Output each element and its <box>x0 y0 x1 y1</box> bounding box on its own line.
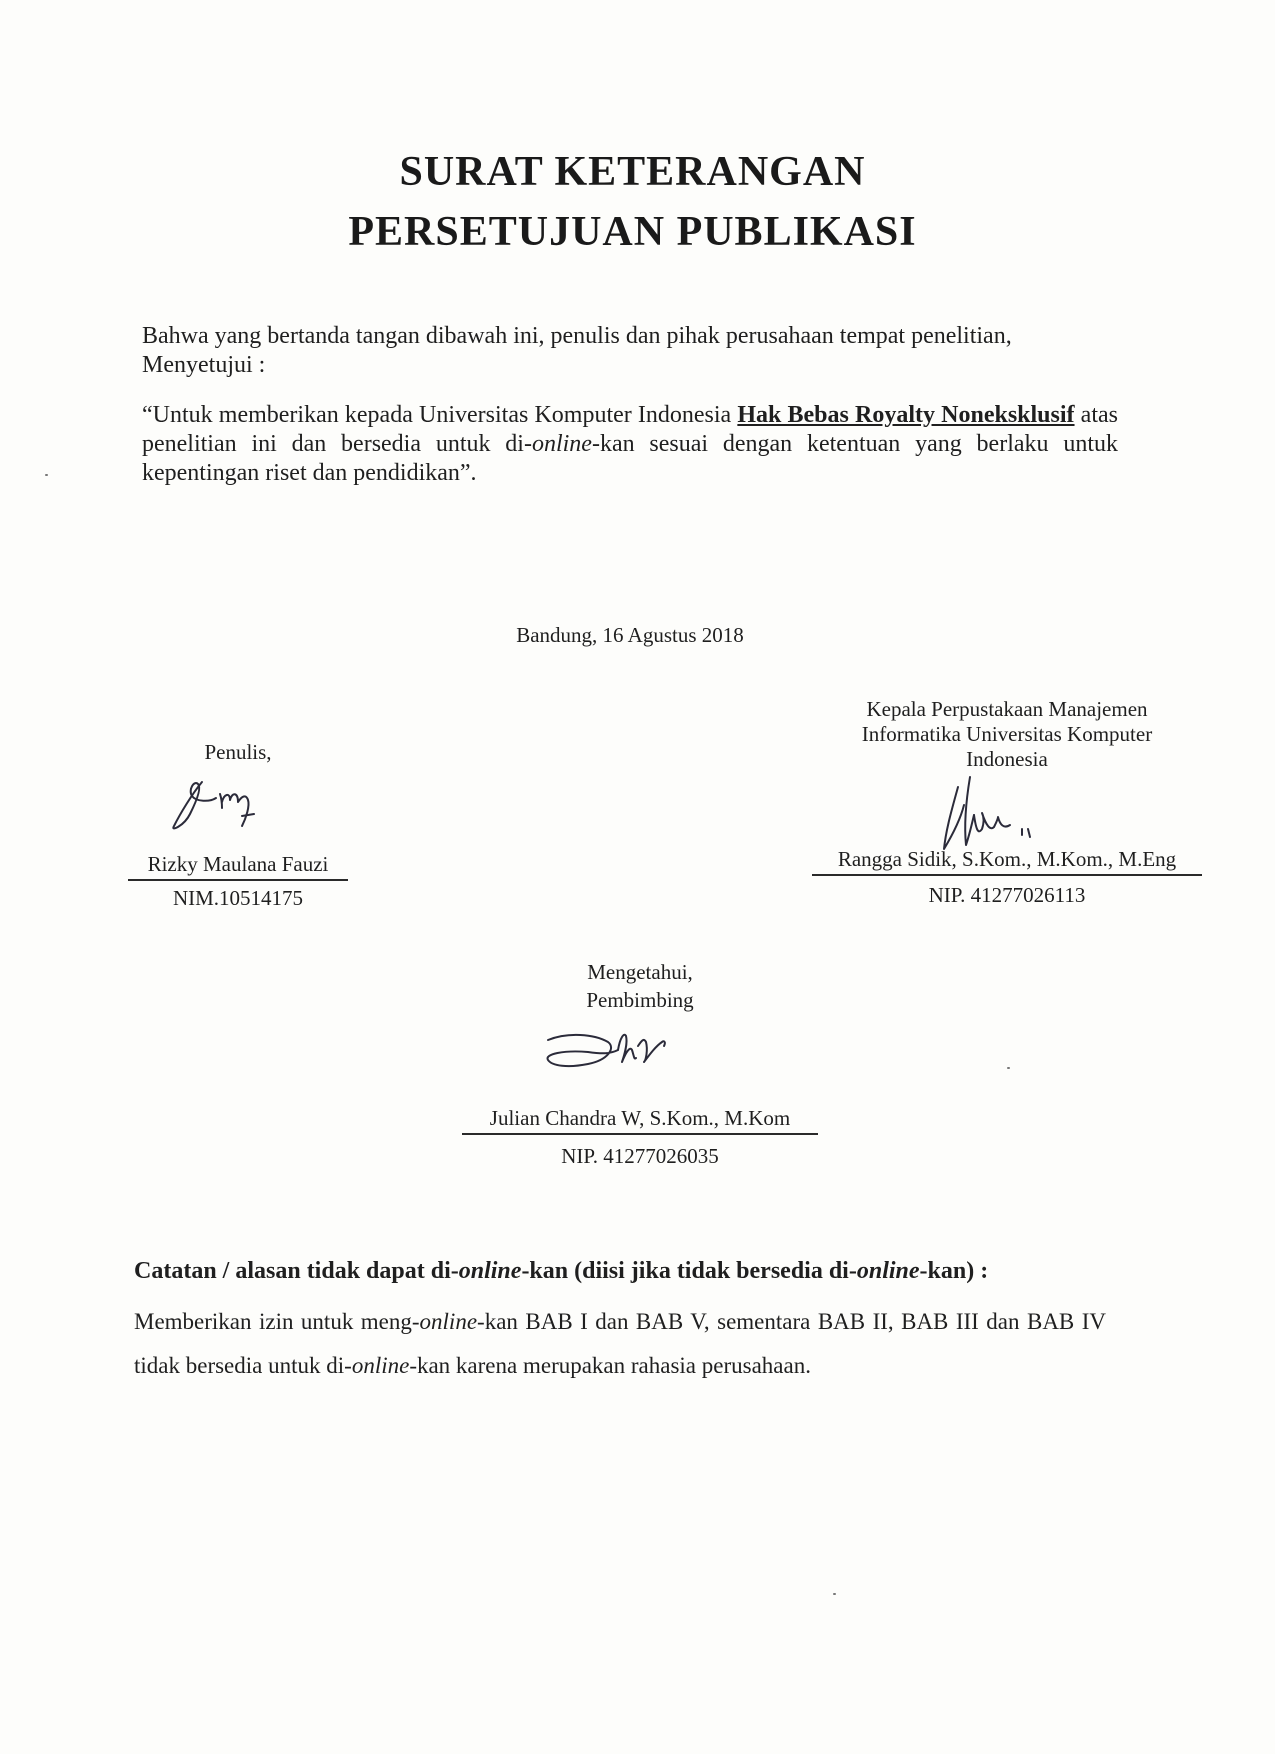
note-body-part1: Memberikan izin untuk meng- <box>134 1309 420 1334</box>
library-head-role-line2: Informatika Universitas Komputer <box>861 722 1153 746</box>
note-title-part2: -kan (diisi jika tidak bersedia di- <box>521 1258 857 1284</box>
note-title-part1: Catatan / alasan tidak dapat di- <box>134 1258 459 1284</box>
intro-line2: Menyetujui : <box>142 352 266 378</box>
note-title-part3: -kan) : <box>919 1258 989 1284</box>
note-body-online2: online <box>351 1353 410 1378</box>
statement-highlight: Hak Bebas Royalty Noneksklusif <box>737 402 1075 428</box>
document-title-line2: PERSETUJUAN PUBLIKASI <box>348 209 917 255</box>
scan-speck <box>1007 1067 1010 1069</box>
place-date: Bandung, 16 Agustus 2018 <box>516 623 744 647</box>
supervisor-name: Julian Chandra W, S.Kom., M.Kom <box>462 1106 818 1135</box>
scan-speck <box>45 474 48 476</box>
author-signature-image <box>162 774 272 840</box>
library-head-nip: NIP. 41277026113 <box>928 883 1086 907</box>
note-title-online2: online <box>856 1258 920 1284</box>
author-nim: NIM.10514175 <box>172 886 304 910</box>
intro-line1: Bahwa yang bertanda tangan dibawah ini, penulis dan pihak perusahaan tempat penelitian, <box>142 323 1012 349</box>
statement-part2: atas penelitian ini dan bersedia untuk di- <box>142 402 1118 457</box>
scan-speck <box>833 1593 836 1595</box>
statement-online: online <box>531 431 592 457</box>
author-signature-block <box>128 740 348 920</box>
supervisor-signature-image <box>538 1020 688 1086</box>
supervisor-role-line1: Mengetahui, <box>587 960 693 984</box>
library-head-name: Rangga Sidik, S.Kom., M.Kom., M.Eng <box>812 847 1202 876</box>
supervisor-nip: NIP. 41277026035 <box>561 1144 719 1168</box>
note-body-part3: -kan karena merupakan rahasia perusahaan. <box>409 1353 811 1378</box>
supervisor-role-line2: Pembimbing <box>586 988 694 1012</box>
note-body-online1: online <box>419 1309 478 1334</box>
statement-part3: -kan sesuai dengan ketentuan yang berlaku untuk kepentingan riset dan pendidikan”. <box>142 431 1118 486</box>
note-body <box>134 1300 1106 1388</box>
statement-paragraph <box>142 401 1118 488</box>
note-title <box>134 1258 988 1285</box>
library-head-role-line3: Indonesia <box>966 747 1048 771</box>
library-head-signature-block <box>812 697 1202 927</box>
document-title-line1: SURAT KETERANGAN <box>399 149 866 195</box>
intro-paragraph <box>142 322 1118 380</box>
author-name: Rizky Maulana Fauzi <box>128 852 348 881</box>
library-head-role-line1: Kepala Perpustakaan Manajemen <box>866 697 1148 721</box>
note-title-online1: online <box>458 1258 522 1284</box>
statement-part1: “Untuk memberikan kepada Universitas Komputer Indonesia <box>142 402 738 428</box>
note-body-part2: -kan BAB I dan BAB V, sementara BAB II, BAB III dan BAB IV tidak bersedia untuk di- <box>134 1309 1106 1378</box>
supervisor-signature-block <box>470 960 810 1170</box>
author-role: Penulis, <box>204 740 272 764</box>
